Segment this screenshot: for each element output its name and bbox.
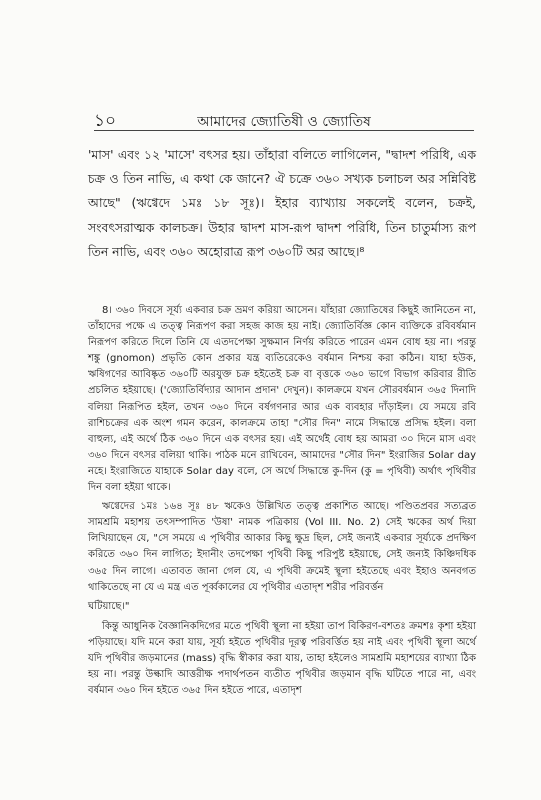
footnote-paragraph: ঘটিয়াছে।" — [88, 600, 130, 612]
running-title: আমাদের জ্যোতিষী ও জ্যোতিষ — [197, 114, 371, 130]
page-number: ১০ — [94, 111, 117, 131]
footnote-paragraph: ঋগ্বেদের ১মঃ ১৬৪ সূঃ ৪৮ ঋকেও উল্লিখিত তত্ত্ব প্রকাশিত আছে। পণ্ডিতপ্রবর সত্যব্রত সামশ্রমি মহাশয় তৎসম্পাদিত 'উষা' নামক পত্রিকায় (Vol III. No. 2) সেই ঋকের অর্থ দিয়া লিখিয়াছেন যে, "সে সময়ে এ পৃথিবীর আকার কিছু ক্ষুদ্র ছিল, সেই জন্যই একবার সূর্য্যকে প্রদক্ষিণ করিতে ৩৬০ দিন লাগিত; ইদানীং তদপেক্ষা পৃথিবী কিছু পরিপুষ্ট হইয়াছে, সেই জন্যই কিঞ্চিদধিক ৩৬৫ দিন লাগে। এতাবত জানা গেল যে, এ পৃথিবী ক্রমেই স্থূলা হইতেছে এবং ইহাও অনবগত থাকিতেছে না যে এ মন্ত্র এত পূর্ব্বকালের যে পৃথিবীর এতাদৃশ শরীর পরিবর্ত্তন — [88, 501, 476, 593]
footnote-paragraph: কিন্তু আধুনিক বৈজ্ঞানিকদিগের মতে পৃথিবী স্থূলা না হইয়া তাপ বিকিরণ-বশতঃ ক্রমশঃ কৃশা হইয়া পড়িয়াছে। যদি মনে করা যায়, সূর্য্য হইতে পৃথিবীর দূরত্ব পরিবর্ত্তিত হয় নাই এবং পৃথিবী স্থূলা অর্থে যদি পৃথিবীর জড়মানের (mass) বৃদ্ধি স্বীকার করা যায়, তাহা হইলেও সামশ্রমি মহাশয়ের ব্যাখ্যা ঠিক হয় না। পরন্তু উল্কাদি আত্তরীক্ষ পদার্থপতন ব্যতীত পৃথিবীর জড়মান বৃদ্ধি ঘটিতে পারে না, এবং বর্ষমান ৩৬০ দিন হইতে ৩৬৫ দিন হইতে পারে, এতাদৃশ — [88, 620, 476, 697]
page-header — [94, 108, 474, 131]
footnote-paragraph: 8। ৩৬০ দিবসে সূর্য্য একবার চক্র ভ্রমণ করিয়া আসেন। যাঁহারা জ্যোতিষের কিছুই জানিতেন না, তাঁহাদের পক্ষে এ তত্ত্ব নিরূপণ করা সহজ কাজ হয় নাই। জ্যোতির্বিজ্ঞ কোন ব্যক্তিকে রবিবর্ষমান নিরূপণ করিতে দিলে তিনি যে এতদপেক্ষা সুক্ষমান নির্ণয় করিতে পারেন এমন বোধ হয় না। পরন্তু শঙ্কু (gnomon) প্রভৃতি কোন প্রকার যন্ত্র ব্যতিরেকেও বর্ষমান নিশ্চয় করা কঠিন। যাহা হউক, ঋষিগণের আবিষ্কৃত ৩৬০টি অরযুক্ত চক্র হইতেই চক্র বা বৃত্তকে ৩৬০ ভাগে বিভাগ করিবার রীতি প্রচলিত হইয়াছে। ('জ্যোতির্বিদ্যার আদান প্রদান' দেখুন)। কালক্রমে যখন সৌরবর্ষমান ৩৬৫ দিনাদি বলিয়া নিরূপিত হইল, তখন ৩৬০ দিনে বর্ষগণনার আর এক ব্যবহার দাঁড়াইল। যে সময়ে রবি রাশিচক্রের এক অংশ গমন করেন, কালক্রমে তাহা "সৌর দিন" নামে সিদ্ধান্তে প্রসিদ্ধ হইল। বলা বাহুল্য, এই অর্থে ঠিক ৩৬০ দিনে এক বৎসর হয়। এই অর্থেই বোধ হয় আমরা ৩০ দিনে মাস এবং ৩৬০ দিনে বৎসর বলিয়া থাকি। পাঠক মনে রাখিবেন, আমাদের "সৌর দিন" ইংরাজির Solar day নহে। ইংরাজিতে যাহাকে Solar day বলে, সে অর্থে সিদ্ধান্তে কু-দিন (কু = পৃথিবী) অর্থাৎ পৃথিবীর দিন বলা হইয়া থাকে। — [88, 305, 476, 494]
footnote-block — [88, 303, 476, 699]
verse-paragraph: 'মাস' এবং ১২ 'মাসে' বৎসর হয়। তাঁহারা বলিতে লাগিলেন, "দ্বাদশ পরিধি, এক চক্র ও তিন নাভি, এ কথা কে জানে? ঐ চক্রে ৩৬০ সখ্যক চলাচল অর সন্নিবিষ্ট আছে" (ঋগ্বেদে ১মঃ ১৮ সূঃ)। ইহার ব্যাখ্যায় সকলেই বলেন, চক্রই, সংবৎসরাত্মক কালচক্র। উহার দ্বাদশ মাস-রূপ দ্বাদশ পরিধি, তিন চাতুর্মাস্য রূপ তিন নাভি, এবং ৩৬০ অহোরাত্র রূপ ৩৬০টি অর আছে।⁸ — [88, 147, 476, 259]
